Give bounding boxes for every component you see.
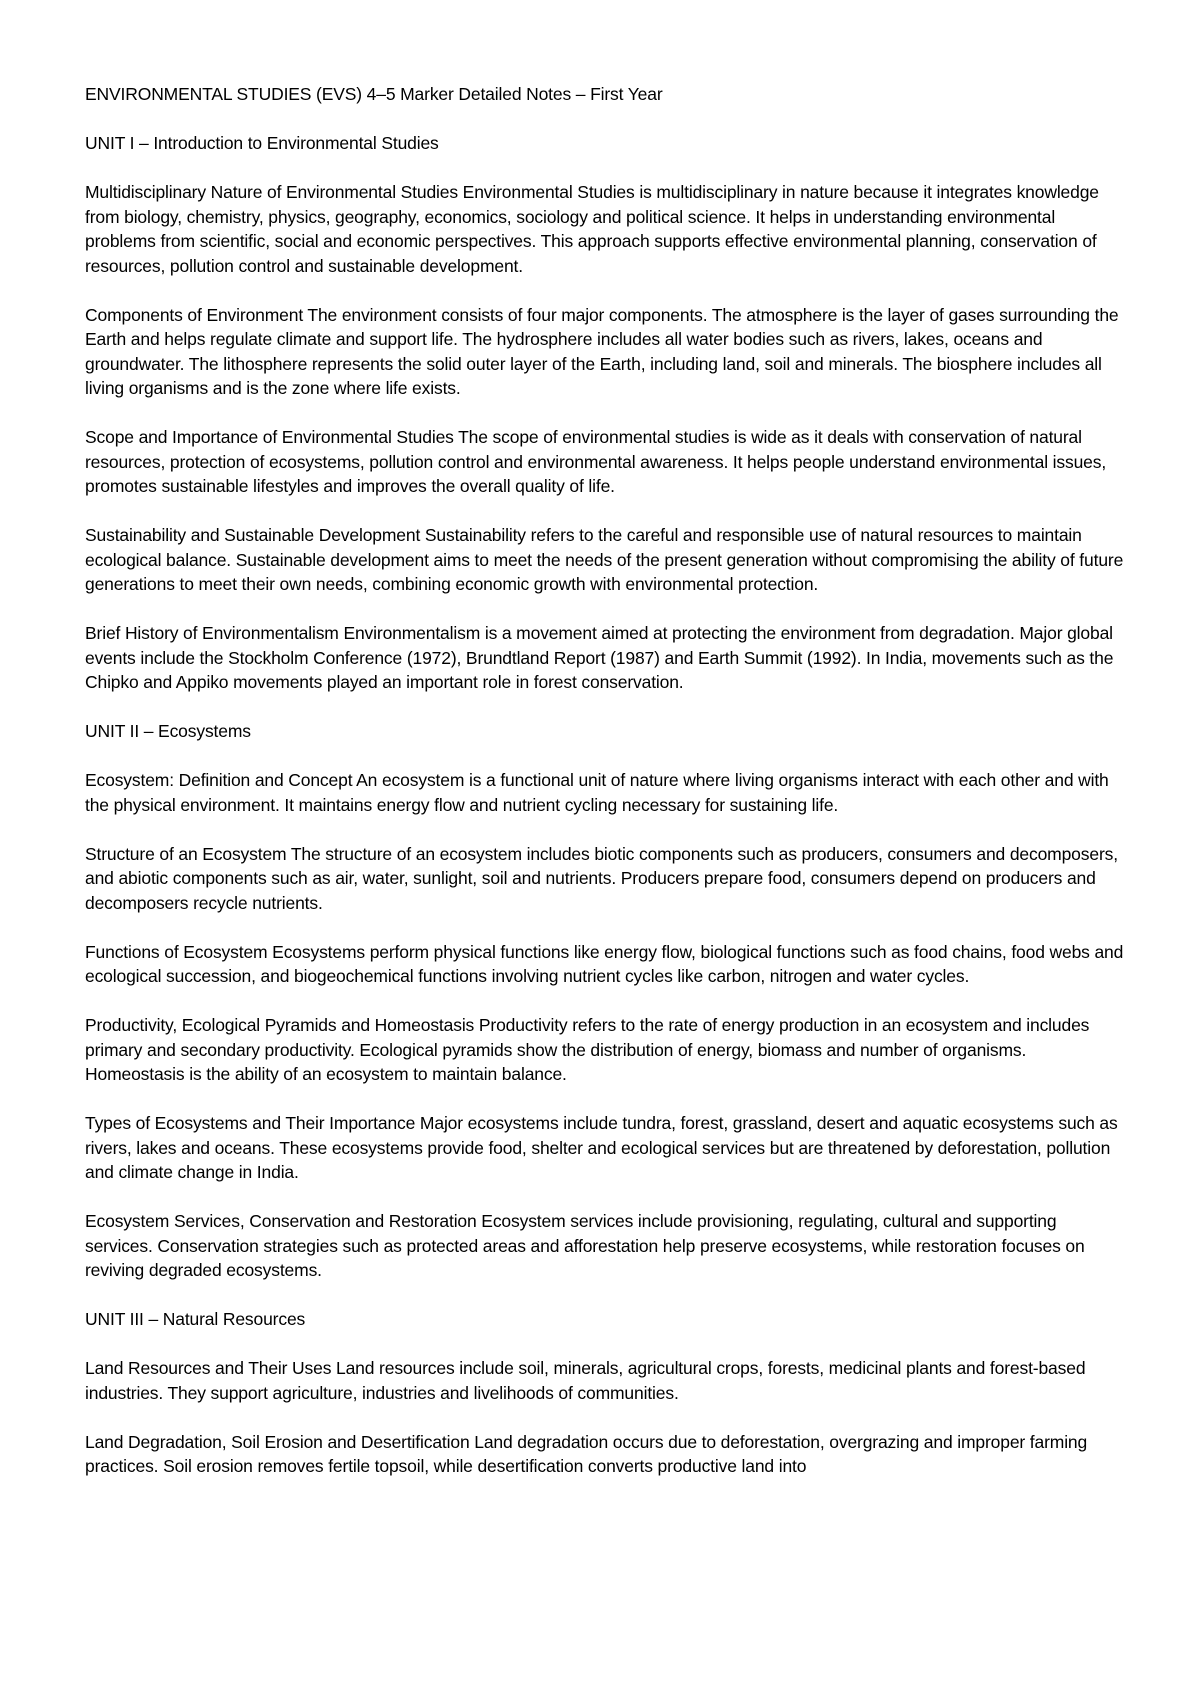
- unit-1-paragraph: Components of Environment The environment consists of four major components. The atmosphere is the layer of gases surrounding the Earth and helps regulate climate and support life. The hydrosphere includes all water bodies such as rivers, lakes, oceans and groundwater. The lithosphere represents the solid outer layer of the Earth, including land, soil and minerals. The biosphere includes all living organisms and is the zone where life exists.: [85, 304, 1119, 398]
- unit-1-paragraph: Multidisciplinary Nature of Environmental Studies Environmental Studies is multidisciplinary in nature because it integrates knowledge from biology, chemistry, physics, geography, economics, sociology and political science. It helps in understanding environmental problems from scientific, social and economic perspectives. This approach supports effective environmental planning, conservation of resources, pollution control and sustainable development.: [85, 182, 1099, 276]
- unit-1-paragraph: Scope and Importance of Environmental Studies The scope of environmental studies is wide as it deals with conservation of natural resources, protection of ecosystems, pollution control and environmental awareness. It helps people understand environmental issues, promotes sustainable lifestyles and improves the overall quality of life.: [85, 427, 1107, 496]
- unit-2-heading: UNIT II – Ecosystems: [85, 721, 251, 741]
- unit-3-paragraph: Land Resources and Their Uses Land resources include soil, minerals, agricultural crops, forests, medicinal plants and forest-based industries. They support agriculture, industries and livelihoods of communities.: [85, 1358, 1086, 1403]
- unit-2-paragraph: Ecosystem Services, Conservation and Restoration Ecosystem services include provisioning, regulating, cultural and supporting services. Conservation strategies such as protected areas and afforestation help preserve ecosystems, while restoration focuses on reviving degraded ecosystems.: [85, 1211, 1085, 1280]
- unit-2-paragraph: Types of Ecosystems and Their Importance Major ecosystems include tundra, forest, grassland, desert and aquatic ecosystems such as rivers, lakes and oceans. These ecosystems provide food, shelter and ecological services but are threatened by deforestation, pollution and climate change in India.: [85, 1113, 1118, 1182]
- unit-3-heading: UNIT III – Natural Resources: [85, 1309, 306, 1329]
- unit-2-paragraph: Structure of an Ecosystem The structure of an ecosystem includes biotic components such as producers, consumers and decomposers, and abiotic components such as air, water, sunlight, soil and nutrients. Producers prepare food, consumers depend on producers and decomposers recycle nutrients.: [85, 843, 1118, 913]
- unit-1-heading: UNIT I – Introduction to Environmental Studies: [85, 133, 439, 153]
- unit-2-paragraph: Functions of Ecosystem Ecosystems perform physical functions like energy flow, biological functions such as food chains, food webs and ecological succession, and biogeochemical functions involving nutrient cycles like carbon, nitrogen and water cycles.: [85, 941, 1124, 986]
- unit-1-paragraph: Sustainability and Sustainable Development Sustainability refers to the careful and responsible use of natural resources to maintain ecological balance. Sustainable development aims to meet the needs of the present generation without compromising the ability of future generations to meet their own needs, combining economic growth with environmental protection.: [85, 525, 1124, 594]
- unit-2-paragraph: Productivity, Ecological Pyramids and Homeostasis Productivity refers to the rate of energy production in an ecosystem and includes primary and secondary productivity. Ecological pyramids show the distribution of energy, biomass and number of organisms. Homeostasis is the ability of an ecosystem to maintain balance.: [85, 1015, 1090, 1084]
- document-title: ENVIRONMENTAL STUDIES (EVS) 4–5 Marker Detailed Notes – First Year: [85, 84, 663, 104]
- unit-3-paragraph: Land Degradation, Soil Erosion and Desertification Land degradation occurs due to deforestation, overgrazing and improper farming practices. Soil erosion removes fertile topsoil, while desertification converts productive land into: [85, 1431, 1088, 1476]
- unit-2-paragraph: Ecosystem: Definition and Concept An ecosystem is a functional unit of nature where living organisms interact with each other and with the physical environment. It maintains energy flow and nutrient cycling necessary for sustaining life.: [85, 770, 1109, 815]
- unit-1-paragraph: Brief History of Environmentalism Environmentalism is a movement aimed at protecting the environment from degradation. Major global events include the Stockholm Conference (1972), Brundtland Report (1987) and Earth Summit (1992). In India, movements such as the Chipko and Appiko movements played an important role in forest conservation.: [85, 623, 1114, 692]
